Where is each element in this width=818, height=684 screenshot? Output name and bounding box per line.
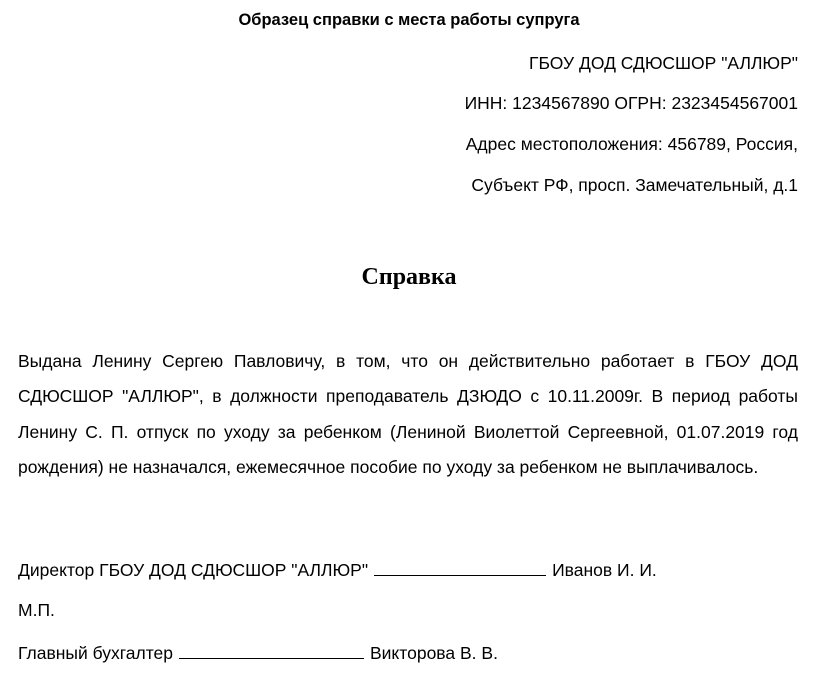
organization-name: ГБОУ ДОД СДЮСШОР "АЛЛЮР" (529, 53, 798, 73)
body-line-2: СДЮСШОР "АЛЛЮР", в должности преподаватель ДЗЮДО с 10.11.2009г. В период работы (18, 386, 798, 407)
director-signature-line (374, 560, 546, 576)
body-line-1: Выдана Ленину Сергею Павловичу, в том, что он действительно работает в ГБОУ ДОД (18, 351, 798, 371)
document-caption: Образец справки с места работы супруга (238, 11, 580, 29)
accountant-title: Главный бухгалтер (18, 643, 173, 663)
stamp-place: М.П. (18, 600, 55, 620)
director-name: Иванов И. И. (552, 560, 657, 580)
certificate-body (18, 350, 798, 491)
director-title: Директор ГБОУ ДОД СДЮСШОР "АЛЛЮР" (18, 560, 369, 580)
document-title: Справка (361, 264, 457, 290)
organization-address-line2: Субъект РФ, просп. Замечательный, д.1 (471, 175, 798, 195)
accountant-signature-row (18, 642, 498, 664)
director-signature-row (18, 559, 657, 581)
accountant-name: Викторова В. В. (369, 643, 498, 663)
body-line-3: Ленину С. П. отпуск по уходу за ребенком (Лениной Виолеттой Сергеевной, 01.07.2019 год (18, 421, 798, 442)
body-line-4: рождения) не назначался, ежемесячное пособие по уходу за ребенком не выплачивалось. (18, 456, 759, 477)
organization-ids: ИНН: 1234567890 ОГРН: 2323454567001 (464, 93, 798, 113)
accountant-signature-line (179, 643, 364, 659)
organization-address-line1: Адрес местоположения: 456789, Россия, (465, 134, 798, 154)
